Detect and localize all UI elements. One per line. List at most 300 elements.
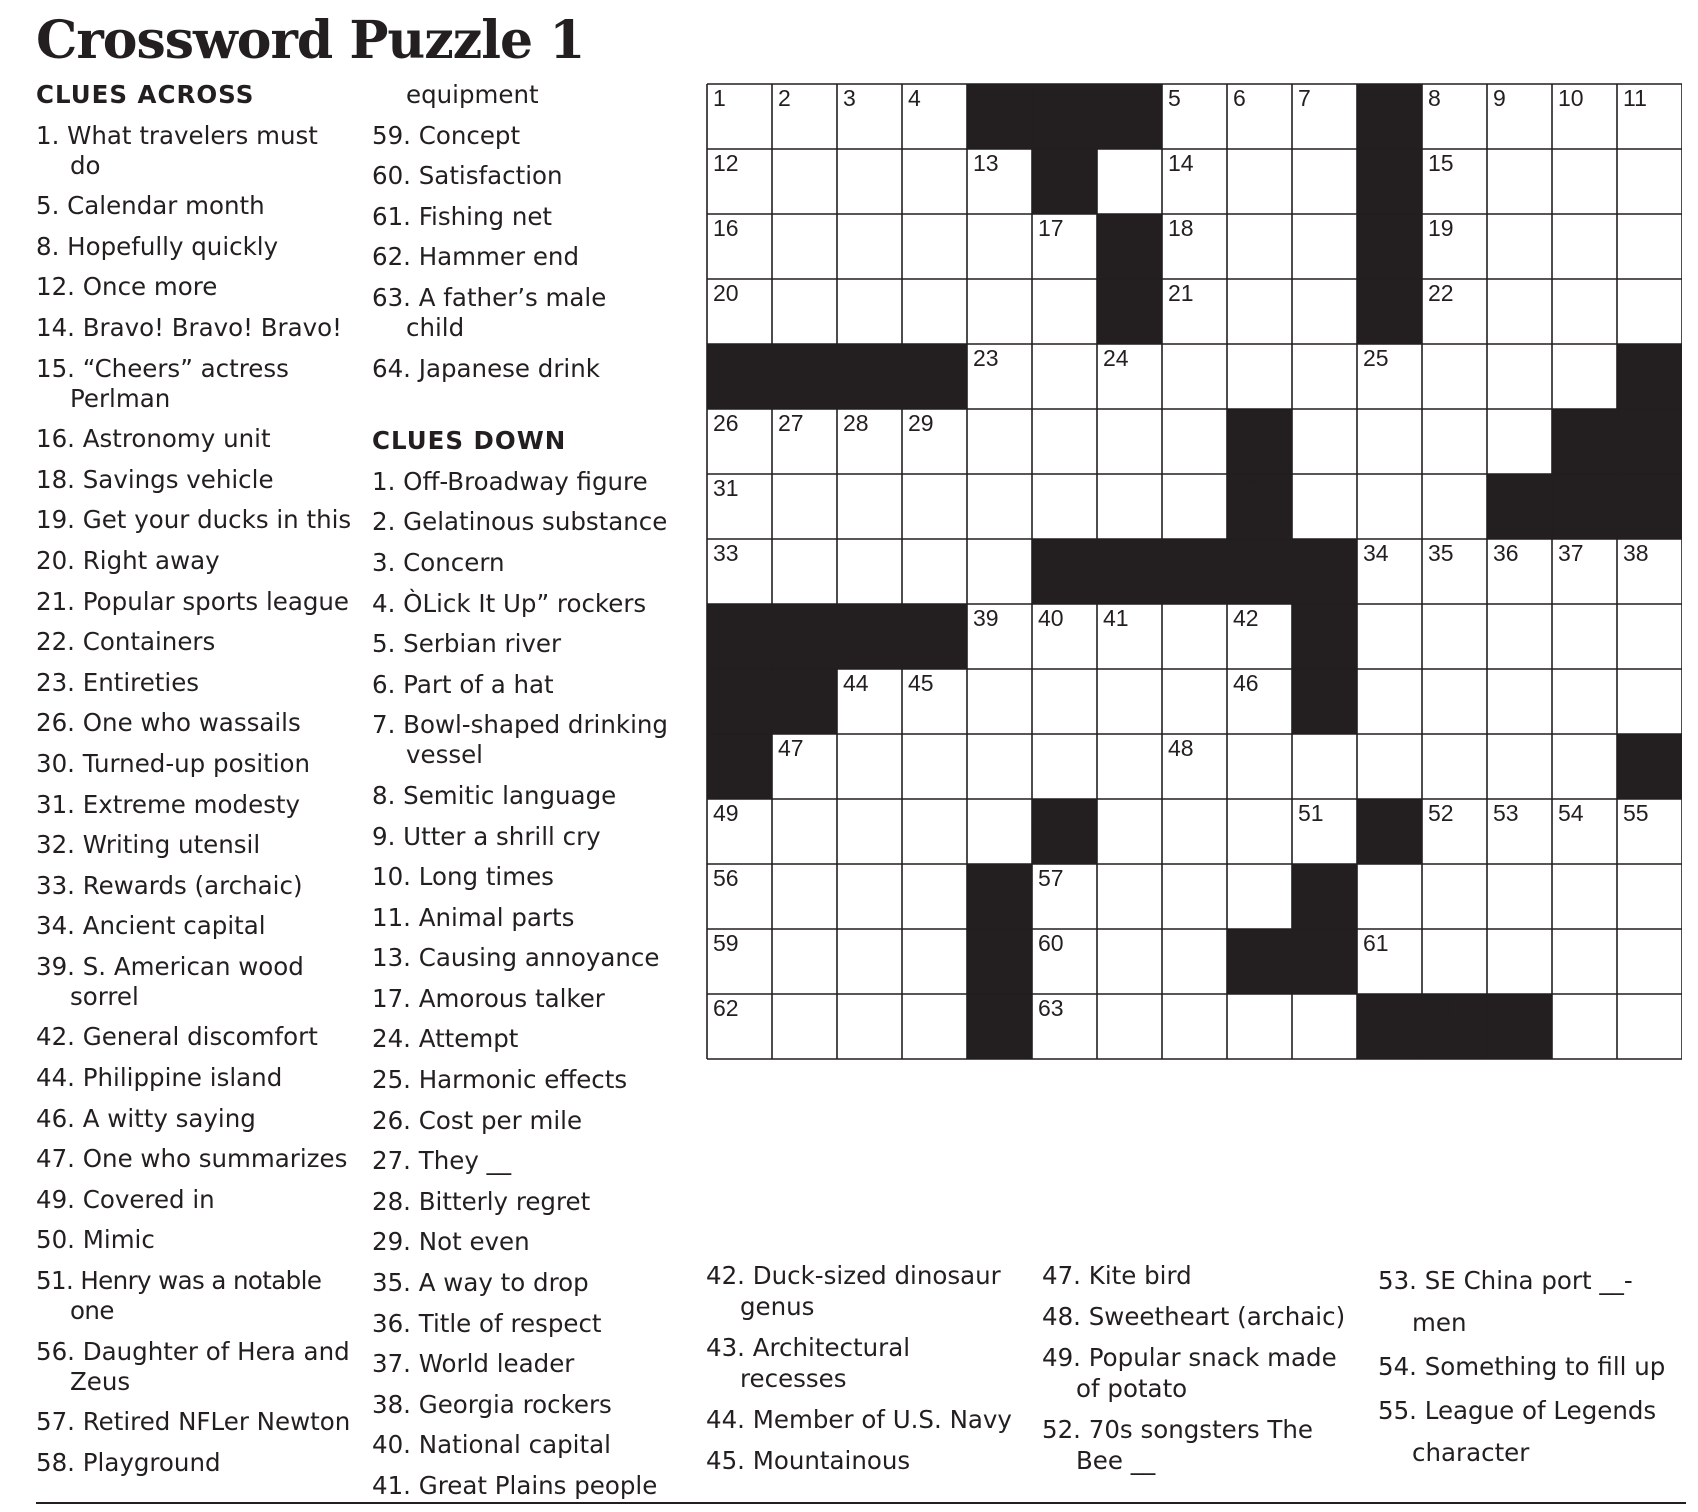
cell-number-30: 30 (1233, 410, 1259, 436)
grid-cell[interactable] (837, 474, 902, 539)
down-clue-1: 1. Off-Broadway figure (372, 466, 648, 496)
grid-cell[interactable] (1227, 734, 1292, 799)
cell-number-26: 26 (713, 410, 739, 436)
grid-cell[interactable] (1487, 669, 1552, 734)
across-clue-46: 46. A witty saying (36, 1103, 256, 1133)
grid-block-cell (1552, 409, 1617, 474)
cell-number-62: 62 (713, 995, 739, 1021)
cell-number-33: 33 (713, 540, 739, 566)
cell-number-45: 45 (908, 670, 934, 696)
grid-cell[interactable] (1552, 864, 1617, 929)
across-clue-30: 30. Turned-up position (36, 748, 311, 778)
grid-block-cell (707, 604, 772, 669)
cell-number-43: 43 (1298, 605, 1324, 631)
grid-cell[interactable] (1357, 409, 1422, 474)
cell-number-41: 41 (1103, 605, 1129, 631)
cell-number-48: 48 (1168, 735, 1194, 761)
down-clue-54: 54. Something to fill up (1378, 1352, 1666, 1381)
down-clue-40: 40. National capital (372, 1430, 611, 1460)
grid-cell[interactable] (1487, 214, 1552, 279)
cell-number-52: 52 (1428, 800, 1454, 826)
grid-cell[interactable] (1162, 669, 1227, 734)
grid-cell[interactable] (837, 929, 902, 994)
grid-cell[interactable] (1552, 734, 1617, 799)
down-clue-52: 52. 70s songsters The Bee __ (1042, 1415, 1313, 1475)
grid-cell[interactable] (1162, 409, 1227, 474)
grid-cell[interactable] (1032, 344, 1097, 409)
grid-cell[interactable] (1487, 929, 1552, 994)
grid-block-cell (772, 344, 837, 409)
grid-cell[interactable] (1487, 734, 1552, 799)
grid-block-cell (1617, 344, 1682, 409)
grid-cell[interactable] (1097, 669, 1162, 734)
cell-number-8: 8 (1428, 85, 1441, 111)
cell-number-11: 11 (1623, 85, 1647, 111)
across-clue-23: 23. Entireties (36, 667, 200, 697)
grid-cell[interactable] (1097, 149, 1162, 214)
grid-block-cell (967, 929, 1032, 994)
grid-cell[interactable] (1162, 799, 1227, 864)
down-clue-44: 44. Member of U.S. Navy (706, 1405, 1012, 1434)
grid-cell[interactable] (1617, 669, 1682, 734)
across-clue-60: 60. Satisfaction (372, 161, 563, 191)
cell-number-18: 18 (1168, 215, 1194, 241)
grid-cell[interactable] (1357, 474, 1422, 539)
grid-cell[interactable] (1162, 929, 1227, 994)
cell-number-37: 37 (1558, 540, 1584, 566)
grid-cell[interactable] (772, 994, 837, 1059)
cell-number-39: 39 (973, 605, 999, 631)
grid-block-cell (1357, 994, 1422, 1059)
grid-block-cell (1032, 539, 1097, 604)
grid-cell[interactable] (1097, 409, 1162, 474)
grid-block-cell (1162, 539, 1227, 604)
grid-cell[interactable] (967, 539, 1032, 604)
grid-cell[interactable] (1162, 864, 1227, 929)
grid-cell[interactable] (1422, 409, 1487, 474)
grid-cell[interactable] (967, 669, 1032, 734)
down-clues-column (372, 80, 672, 1512)
cell-number-47: 47 (778, 735, 804, 761)
down-clues-bottom-3 (1378, 1260, 1678, 1476)
cell-number-7: 7 (1298, 85, 1311, 111)
cell-number-63: 63 (1038, 995, 1064, 1021)
across-clue-33: 33. Rewards (archaic) (36, 870, 303, 900)
grid-cell[interactable] (902, 799, 967, 864)
grid-cell[interactable] (1227, 864, 1292, 929)
grid-block-cell (1357, 279, 1422, 344)
cell-number-15: 15 (1428, 150, 1454, 176)
down-clue-5: 5. Serbian river (372, 629, 562, 659)
cell-number-2: 2 (778, 85, 791, 111)
cell-number-54: 54 (1558, 800, 1584, 826)
grid-cell[interactable] (772, 474, 837, 539)
grid-cell[interactable] (902, 734, 967, 799)
grid-cell[interactable] (837, 864, 902, 929)
grid-block-cell (967, 864, 1032, 929)
grid-cell[interactable] (1032, 279, 1097, 344)
cell-number-49: 49 (713, 800, 739, 826)
grid-block-cell (1357, 149, 1422, 214)
grid-cell[interactable] (1032, 409, 1097, 474)
grid-cell[interactable] (1487, 409, 1552, 474)
down-clue-11: 11. Animal parts (372, 902, 575, 932)
grid-cell[interactable] (1292, 149, 1357, 214)
across-clue-8: 8. Hopefully quickly (36, 231, 279, 261)
grid-cell[interactable] (967, 409, 1032, 474)
down-clue-4: 4. ÒLick It Up” rockers (372, 588, 647, 618)
grid-block-cell (1292, 929, 1357, 994)
across-clue-50: 50. Mimic (36, 1225, 155, 1255)
down-clue-24: 24. Attempt (372, 1024, 519, 1054)
grid-block-cell (1487, 994, 1552, 1059)
grid-cell[interactable] (1422, 474, 1487, 539)
across-clue-58: 58. Playground (36, 1447, 221, 1477)
down-clue-36: 36. Title of respect (372, 1308, 602, 1338)
across-clue-61: 61. Fishing net (372, 201, 553, 231)
cell-number-53: 53 (1493, 800, 1519, 826)
grid-cell[interactable] (1097, 474, 1162, 539)
grid-cell[interactable] (772, 539, 837, 604)
grid-cell[interactable] (967, 734, 1032, 799)
grid-block-cell (772, 669, 837, 734)
grid-block-cell (1357, 799, 1422, 864)
cell-number-50: 50 (1038, 800, 1064, 826)
grid-cell[interactable] (1617, 149, 1682, 214)
across-clue-12: 12. Once more (36, 272, 218, 302)
grid-cell[interactable] (1487, 344, 1552, 409)
cell-number-10: 10 (1558, 85, 1584, 111)
grid-cell[interactable] (1357, 734, 1422, 799)
grid-block-cell (1032, 84, 1097, 149)
grid-cell[interactable] (1422, 604, 1487, 669)
across-clue-1: 1. What travelers must do (36, 120, 318, 180)
grid-cell[interactable] (1357, 669, 1422, 734)
grid-cell[interactable] (772, 214, 837, 279)
cell-number-24: 24 (1103, 345, 1129, 371)
down-clue-26: 26. Cost per mile (372, 1105, 583, 1135)
across-clue-21: 21. Popular sports league (36, 586, 349, 616)
grid-cell[interactable] (772, 149, 837, 214)
grid-cell[interactable] (1617, 214, 1682, 279)
across-clue-19: 19. Get your ducks in this (36, 505, 352, 535)
down-clue-37: 37. World leader (372, 1349, 575, 1379)
grid-cell[interactable] (1552, 669, 1617, 734)
cell-number-16: 16 (713, 215, 739, 241)
grid-block-cell (1617, 409, 1682, 474)
grid-cell[interactable] (1617, 279, 1682, 344)
cell-number-12: 12 (713, 150, 739, 176)
across-clues-column (36, 80, 356, 1488)
grid-cell[interactable] (1097, 929, 1162, 994)
grid-cell[interactable] (902, 279, 967, 344)
down-clue-3: 3. Concern (372, 547, 505, 577)
down-clue-9: 9. Utter a shrill cry (372, 821, 601, 851)
down-clue-35: 35. A way to drop (372, 1268, 589, 1298)
cell-number-6: 6 (1233, 85, 1246, 111)
grid-block-cell (902, 344, 967, 409)
across-clue-22: 22. Containers (36, 627, 216, 657)
grid-cell[interactable] (1032, 734, 1097, 799)
grid-cell[interactable] (1227, 799, 1292, 864)
grid-cell[interactable] (1487, 864, 1552, 929)
down-clue-29: 29. Not even (372, 1227, 530, 1257)
grid-cell[interactable] (772, 799, 837, 864)
down-heading: CLUES DOWN (372, 426, 567, 456)
across-clue-59: 59. Concept (372, 120, 521, 150)
grid-cell[interactable] (1162, 344, 1227, 409)
cell-number-21: 21 (1168, 280, 1194, 306)
cell-number-31: 31 (713, 475, 739, 501)
cell-number-40: 40 (1038, 605, 1064, 631)
down-clue-6: 6. Part of a hat (372, 669, 554, 699)
grid-cell[interactable] (837, 734, 902, 799)
grid-cell[interactable] (1292, 734, 1357, 799)
grid-cell[interactable] (1292, 474, 1357, 539)
cell-number-25: 25 (1363, 345, 1389, 371)
grid-block-cell (837, 604, 902, 669)
grid-cell[interactable] (837, 799, 902, 864)
down-clue-45: 45. Mountainous (706, 1446, 911, 1475)
grid-block-cell (1097, 84, 1162, 149)
down-clue-49: 49. Popular snack made of potato (1042, 1343, 1337, 1403)
grid-cell[interactable] (1097, 994, 1162, 1059)
grid-cell[interactable] (1617, 994, 1682, 1059)
grid-cell[interactable] (967, 279, 1032, 344)
grid-block-cell (1552, 474, 1617, 539)
grid-cell[interactable] (902, 994, 967, 1059)
grid-cell[interactable] (902, 864, 967, 929)
crossword-grid[interactable] (706, 83, 1682, 1235)
cell-number-35: 35 (1428, 540, 1454, 566)
grid-block-cell (1357, 214, 1422, 279)
grid-block-cell (902, 604, 967, 669)
down-clue-41: 41. Great Plains people (372, 1471, 658, 1500)
cell-number-9: 9 (1493, 85, 1506, 111)
across-clue-49: 49. Covered in (36, 1184, 215, 1214)
grid-cell[interactable] (1487, 279, 1552, 344)
down-clue-10: 10. Long times (372, 862, 554, 892)
cell-number-46: 46 (1233, 670, 1259, 696)
grid-cell[interactable] (772, 279, 837, 344)
grid-cell[interactable] (902, 214, 967, 279)
down-clue-2: 2. Gelatinous substance (372, 507, 668, 537)
across-clue-57: 57. Retired NFLer Newton (36, 1407, 351, 1437)
cell-number-22: 22 (1428, 280, 1454, 306)
grid-cell[interactable] (967, 214, 1032, 279)
cell-number-20: 20 (713, 280, 739, 306)
down-clue-25: 25. Harmonic effects (372, 1065, 628, 1095)
cell-number-59: 59 (713, 930, 739, 956)
grid-cell[interactable] (1162, 994, 1227, 1059)
cell-number-28: 28 (843, 410, 869, 436)
grid-cell[interactable] (1032, 474, 1097, 539)
grid-block-cell (707, 669, 772, 734)
across-clue-47: 47. One who summarizes (36, 1144, 348, 1174)
grid-block-cell (707, 344, 772, 409)
grid-cell[interactable] (1617, 929, 1682, 994)
cell-number-60: 60 (1038, 930, 1064, 956)
grid-cell[interactable] (1422, 734, 1487, 799)
across-clue-51: 51. Henry was a notable one (36, 1266, 322, 1326)
grid-block-cell (1227, 929, 1292, 994)
cell-number-3: 3 (843, 85, 856, 111)
cell-number-29: 29 (908, 410, 934, 436)
down-clue-17: 17. Amorous talker (372, 983, 605, 1013)
across-clue-26: 26. One who wassails (36, 708, 301, 738)
cell-number-5: 5 (1168, 85, 1181, 111)
grid-block-cell (1617, 734, 1682, 799)
grid-cell[interactable] (1292, 344, 1357, 409)
across-clue-16: 16. Astronomy unit (36, 424, 271, 454)
grid-cell[interactable] (837, 994, 902, 1059)
across-clue-58-continued: equipment (406, 80, 539, 109)
grid-cell[interactable] (1617, 864, 1682, 929)
grid-cell[interactable] (902, 474, 967, 539)
grid-cell[interactable] (902, 539, 967, 604)
grid-cell[interactable] (1422, 669, 1487, 734)
grid-block-cell (1227, 539, 1292, 604)
down-clue-47: 47. Kite bird (1042, 1261, 1192, 1290)
grid-block-cell (1097, 214, 1162, 279)
grid-block-cell (1617, 474, 1682, 539)
grid-cell[interactable] (837, 149, 902, 214)
grid-cell[interactable] (1552, 279, 1617, 344)
grid-block-cell (967, 994, 1032, 1059)
across-clue-20: 20. Right away (36, 545, 220, 575)
grid-cell[interactable] (1487, 604, 1552, 669)
cell-number-58: 58 (1298, 865, 1324, 891)
across-clue-62: 62. Hammer end (372, 242, 580, 272)
grid-block-cell (1292, 539, 1357, 604)
cell-number-51: 51 (1298, 800, 1324, 826)
cell-number-36: 36 (1493, 540, 1519, 566)
down-clue-8: 8. Semitic language (372, 780, 617, 810)
cell-number-13: 13 (973, 150, 999, 176)
grid-cell[interactable] (1227, 344, 1292, 409)
across-clue-31: 31. Extreme modesty (36, 789, 301, 819)
grid-cell[interactable] (1552, 344, 1617, 409)
grid-cell[interactable] (1227, 149, 1292, 214)
down-clue-7: 7. Bowl-shaped drinking vessel (372, 710, 668, 770)
grid-cell[interactable] (1552, 214, 1617, 279)
cell-number-64: 64 (1428, 995, 1454, 1021)
grid-block-cell (1357, 84, 1422, 149)
grid-cell[interactable] (1097, 864, 1162, 929)
grid-cell[interactable] (1422, 864, 1487, 929)
grid-cell[interactable] (1552, 149, 1617, 214)
grid-cell[interactable] (772, 864, 837, 929)
cell-number-4: 4 (908, 85, 921, 111)
grid-cell[interactable] (772, 929, 837, 994)
grid-cell[interactable] (902, 149, 967, 214)
cell-number-14: 14 (1168, 150, 1194, 176)
across-clue-63: 63. A father’s male child (372, 282, 607, 342)
grid-block-cell (772, 604, 837, 669)
grid-cell[interactable] (1162, 474, 1227, 539)
grid-cell[interactable] (1357, 864, 1422, 929)
puzzle-title: Crossword Puzzle 1 (36, 10, 585, 71)
grid-block-cell (967, 84, 1032, 149)
grid-cell[interactable] (1292, 409, 1357, 474)
grid-cell[interactable] (967, 799, 1032, 864)
cell-number-42: 42 (1233, 605, 1259, 631)
grid-cell[interactable] (1162, 604, 1227, 669)
across-clue-56: 56. Daughter of Hera and Zeus (36, 1336, 350, 1396)
cell-number-38: 38 (1623, 540, 1649, 566)
grid-cell[interactable] (1097, 734, 1162, 799)
down-clue-42: 42. Duck-sized dinosaur genus (706, 1261, 1001, 1321)
cell-number-19: 19 (1428, 215, 1454, 241)
grid-cell[interactable] (1552, 604, 1617, 669)
grid-cell[interactable] (1487, 149, 1552, 214)
grid-block-cell (1487, 474, 1552, 539)
grid-cell[interactable] (837, 279, 902, 344)
across-clue-34: 34. Ancient capital (36, 911, 266, 941)
grid-cell[interactable] (1227, 279, 1292, 344)
down-clue-13: 13. Causing annoyance (372, 943, 660, 973)
across-clue-5: 5. Calendar month (36, 191, 265, 221)
across-clue-18: 18. Savings vehicle (36, 464, 274, 494)
grid-block-cell (1097, 279, 1162, 344)
down-clue-28: 28. Bitterly regret (372, 1186, 591, 1216)
across-clue-39: 39. S. American wood sorrel (36, 951, 304, 1011)
across-clue-14: 14. Bravo! Bravo! Bravo! (36, 312, 342, 342)
cell-number-44: 44 (843, 670, 869, 696)
grid-cell[interactable] (837, 539, 902, 604)
across-clue-42: 42. General discomfort (36, 1022, 318, 1052)
down-clues-bottom-1 (706, 1260, 1024, 1486)
grid-cell[interactable] (1227, 214, 1292, 279)
cell-number-61: 61 (1363, 930, 1389, 956)
cell-number-56: 56 (713, 865, 739, 891)
grid-cell[interactable] (1097, 799, 1162, 864)
cell-number-27: 27 (778, 410, 804, 436)
cell-number-17: 17 (1038, 215, 1064, 241)
grid-cell[interactable] (1227, 994, 1292, 1059)
across-clue-64: 64. Japanese drink (372, 353, 600, 383)
grid-block-cell (1032, 149, 1097, 214)
across-clue-44: 44. Philippine island (36, 1063, 283, 1093)
down-clue-38: 38. Georgia rockers (372, 1389, 612, 1419)
cell-number-1: 1 (713, 85, 726, 111)
cell-number-55: 55 (1623, 800, 1649, 826)
grid-cell[interactable] (1552, 994, 1617, 1059)
grid-cell[interactable] (1292, 994, 1357, 1059)
cell-number-57: 57 (1038, 865, 1064, 891)
grid-cell[interactable] (1032, 669, 1097, 734)
down-clue-55: 55. League of Legends character (1378, 1396, 1657, 1467)
grid-cell[interactable] (902, 929, 967, 994)
down-clue-43: 43. Architectural recesses (706, 1333, 911, 1393)
bottom-rule (36, 1502, 1686, 1504)
grid-cell[interactable] (1357, 604, 1422, 669)
grid-block-cell (1292, 669, 1357, 734)
down-clue-53: 53. SE China port __-men (1378, 1266, 1633, 1337)
grid-cell[interactable] (1422, 344, 1487, 409)
cell-number-34: 34 (1363, 540, 1389, 566)
across-clue-15: 15. “Cheers” actress Perlman (36, 353, 289, 413)
grid-cell[interactable] (1292, 279, 1357, 344)
grid-cell[interactable] (1422, 929, 1487, 994)
grid-cell[interactable] (837, 214, 902, 279)
down-clue-48: 48. Sweetheart (archaic) (1042, 1302, 1346, 1331)
grid-cell[interactable] (1552, 929, 1617, 994)
down-clues-bottom-2 (1042, 1260, 1360, 1486)
grid-cell[interactable] (1617, 604, 1682, 669)
grid-cell[interactable] (967, 474, 1032, 539)
grid-cell[interactable] (1292, 214, 1357, 279)
